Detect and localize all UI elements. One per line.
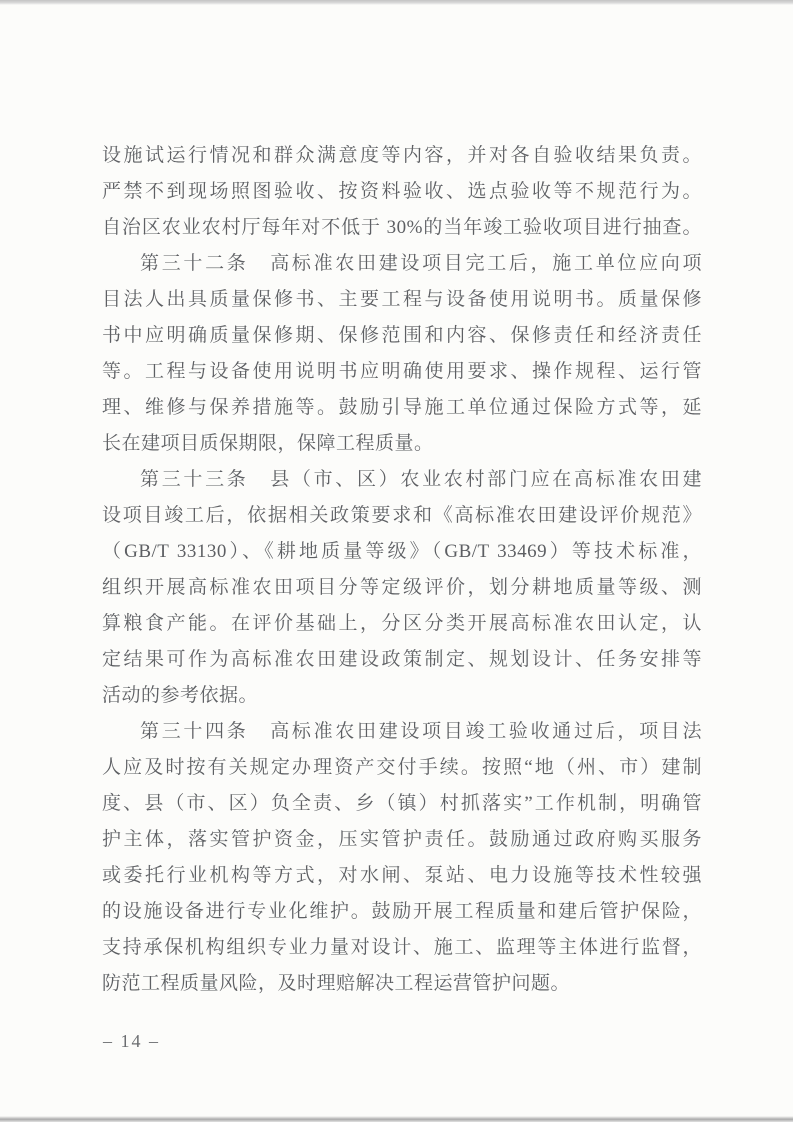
text-line: 设项目竣工后，依据相关政策要求和《高标准农田建设评价规范》 — [102, 505, 702, 526]
text-line: 护主体，落实管护资金，压实管护责任。鼓励通过政府购买服务 — [102, 829, 702, 850]
text-line: 防范工程质量风险，及时理赔解决工程运营管护问题。 — [102, 973, 571, 994]
text-line: 组织开展高标准农田项目分等定级评价，划分耕地质量等级、测 — [102, 577, 702, 598]
text-line: 算粮食产能。在评价基础上，分区分类开展高标准农田认定，认 — [102, 613, 702, 634]
scan-edge-bottom — [0, 1116, 793, 1122]
text-line: 或委托行业机构等方式，对水闸、泵站、电力设施等技术性较强 — [102, 865, 702, 886]
scan-edge-top — [0, 0, 793, 5]
text-line: 长在建项目质保期限，保障工程质量。 — [102, 433, 434, 454]
text-line: 严禁不到现场照图验收、按资料验收、选点验收等不规范行为。 — [102, 181, 702, 202]
text-line: 定结果可作为高标准农田建设政策制定、规划设计、任务安排等 — [102, 649, 702, 670]
text-line: 支持承保机构组织专业力量对设计、施工、监理等主体进行监督， — [102, 937, 702, 958]
text-line: 的设施设备进行专业化维护。鼓励开展工程质量和建后管护保险， — [102, 901, 702, 922]
text-line: （GB/T 33130）、《耕地质量等级》（GB/T 33469）等技术标准， — [102, 541, 702, 562]
text-line: 理、维修与保养措施等。鼓励引导施工单位通过保险方式等，延 — [102, 397, 702, 418]
text-line: 自治区农业农村厅每年对不低于 30%的当年竣工验收项目进行抽查。 — [102, 217, 702, 238]
page-number: – 14 – — [103, 1031, 160, 1051]
text-line: 目法人出具质量保修书、主要工程与设备使用说明书。质量保修 — [102, 289, 702, 310]
text-line-article-33: 第三十三条 县（市、区）农业农村部门应在高标准农田建 — [140, 469, 702, 490]
text-line: 等。工程与设备使用说明书应明确使用要求、操作规程、运行管 — [102, 361, 702, 382]
text-line-article-34: 第三十四条 高标准农田建设项目竣工验收通过后，项目法 — [140, 721, 702, 742]
text-line: 设施试运行情况和群众满意度等内容，并对各自验收结果负责。 — [102, 145, 702, 166]
text-line-article-32: 第三十二条 高标准农田建设项目完工后，施工单位应向项 — [140, 253, 702, 274]
document-body-text — [102, 138, 702, 1002]
text-line: 人应及时按有关规定办理资产交付手续。按照“地（州、市）建制 — [102, 757, 702, 778]
text-line: 书中应明确质量保修期、保修范围和内容、保修责任和经济责任 — [102, 325, 702, 346]
text-line: 度、县（市、区）负全责、乡（镇）村抓落实”工作机制，明确管 — [102, 793, 702, 814]
text-line: 活动的参考依据。 — [102, 685, 259, 706]
